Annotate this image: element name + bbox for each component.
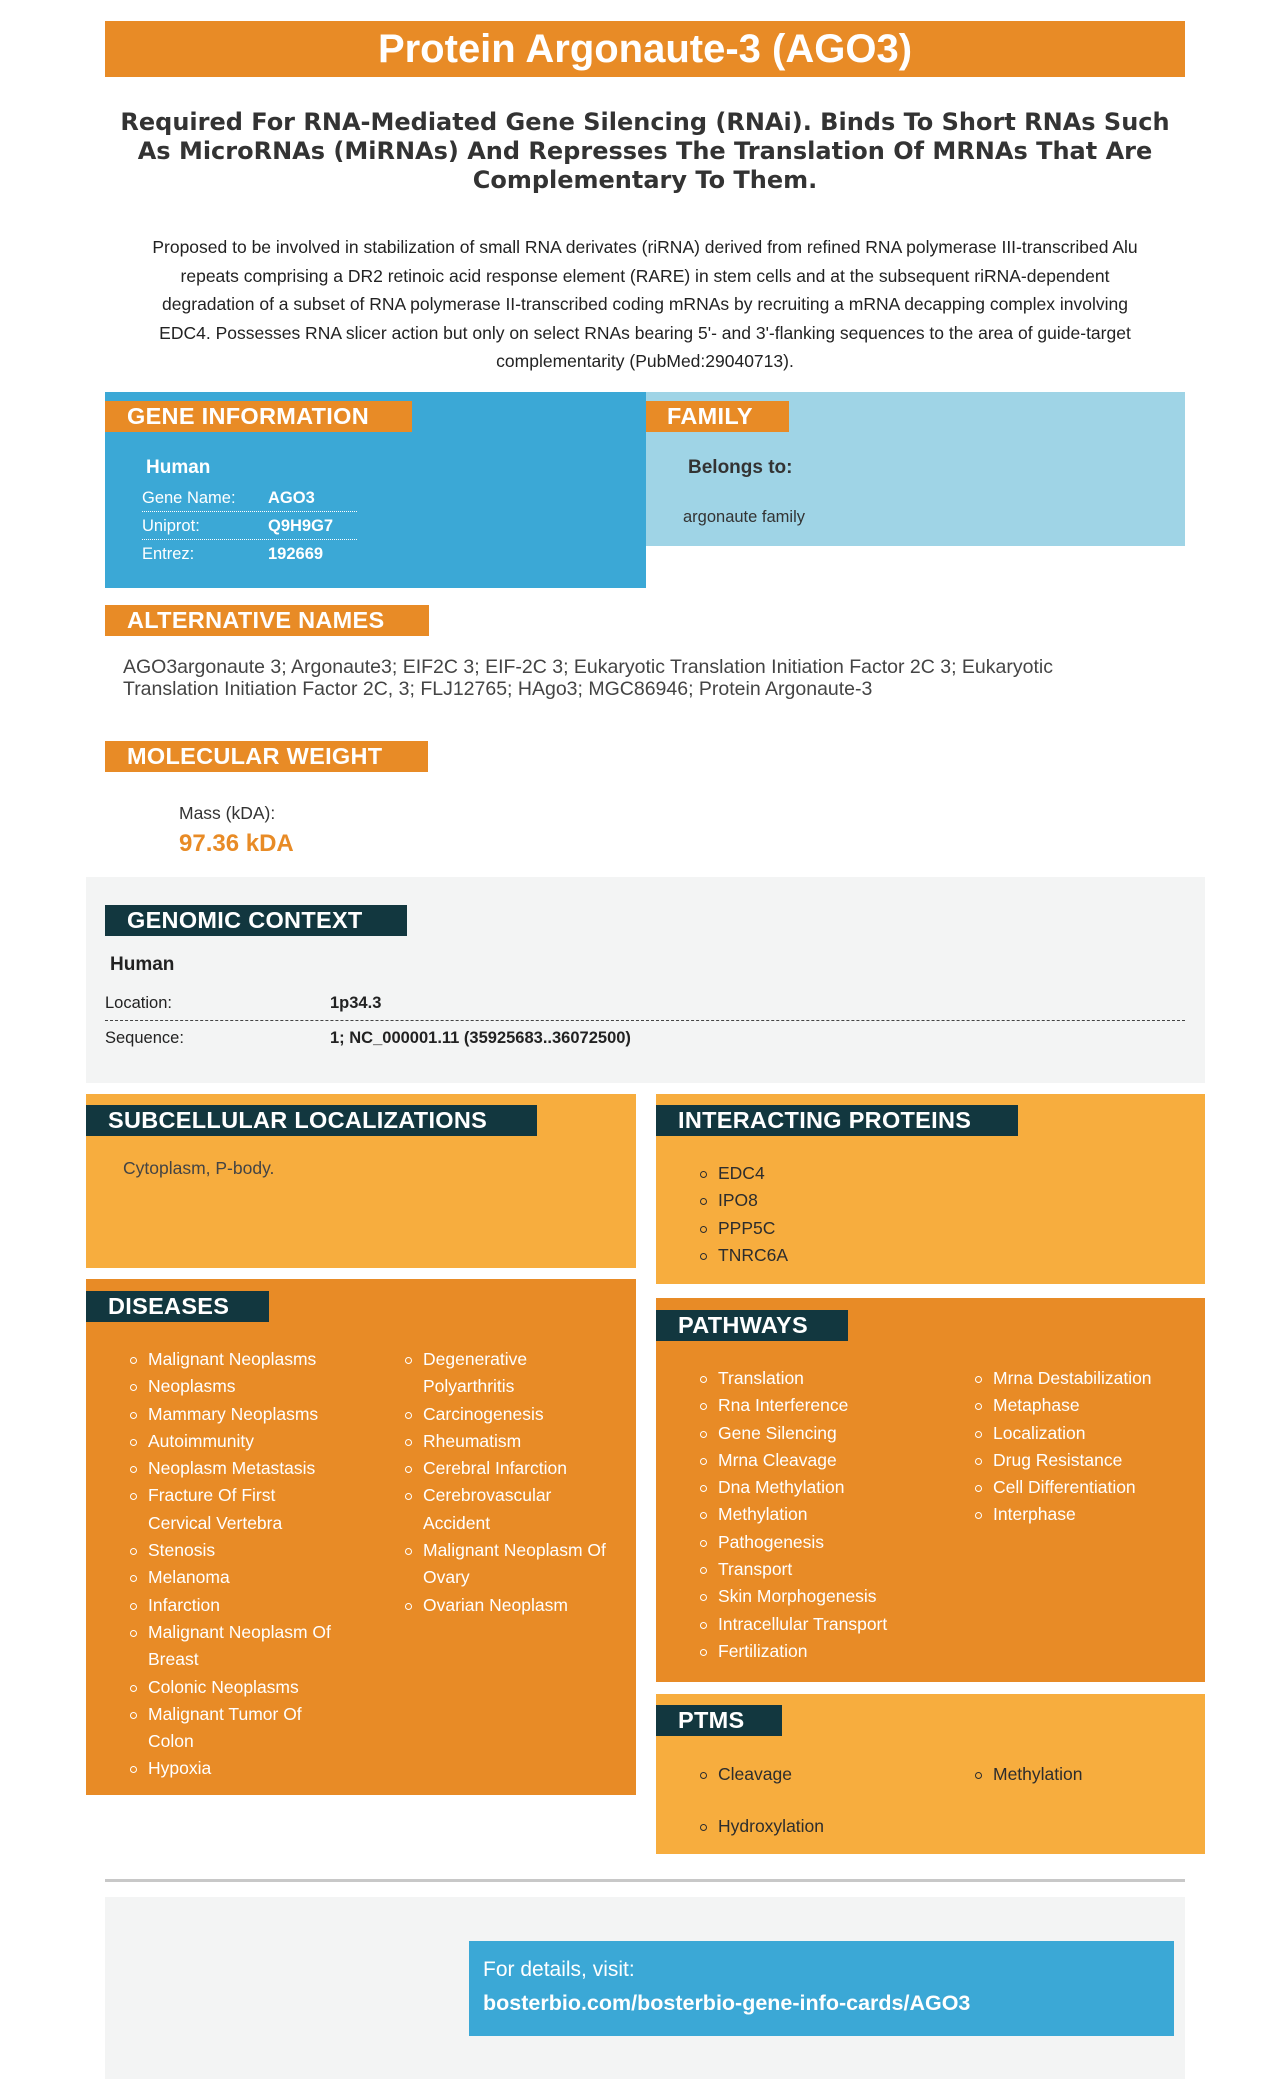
- list-item: Cleavage: [700, 1761, 824, 1788]
- list-item: Ovarian Neoplasm: [405, 1592, 635, 1619]
- list-item: Drug Resistance: [975, 1447, 1200, 1474]
- list-item: Mrna Destabilization: [975, 1365, 1200, 1392]
- family-belongs-label: Belongs to:: [688, 457, 793, 478]
- details-link-box[interactable]: [469, 1941, 1174, 2036]
- diseases-list-col2: [405, 1346, 635, 1619]
- list-item: EDC4: [700, 1160, 788, 1187]
- list-item: Rna Interference: [700, 1392, 960, 1419]
- subcellular-heading: SUBCELLULAR LOCALIZATIONS: [86, 1105, 537, 1136]
- list-item: Transport: [700, 1556, 960, 1583]
- list-item: Dna Methylation: [700, 1474, 960, 1501]
- ptms-list-col2: [975, 1761, 1083, 1788]
- list-item: Metaphase: [975, 1392, 1200, 1419]
- pathways-heading: PATHWAYS: [656, 1310, 848, 1341]
- list-item: Fracture Of First Cervical Vertebra: [130, 1482, 300, 1537]
- location-label: Location:: [105, 994, 172, 1012]
- ptms-heading: PTMS: [656, 1705, 782, 1736]
- list-item: Malignant Neoplasm Of Breast: [130, 1619, 355, 1674]
- gene-name-row: [142, 489, 236, 508]
- gene-species: Human: [146, 457, 211, 478]
- family-value: argonaute family: [683, 508, 805, 526]
- list-item: Rheumatism: [405, 1428, 635, 1455]
- list-item: PPP5C: [700, 1215, 788, 1242]
- list-item: Cell Differentiation: [975, 1474, 1200, 1501]
- alternative-names-text: AGO3argonaute 3; Argonaute3; EIF2C 3; EIF-2C 3; Eukaryotic Translation Initiation Factor 2C 3; Eukaryotic Translation Initiation Factor 2C, 3; FLJ12765; HAgo3; MGC86946; Protein Argonaute-3: [123, 656, 1053, 700]
- list-item: Cerebrovascular Accident: [405, 1482, 575, 1537]
- list-item: Stenosis: [130, 1537, 370, 1564]
- list-item: Neoplasm Metastasis: [130, 1455, 370, 1482]
- list-item: Degenerative Polyarthritis: [405, 1346, 555, 1401]
- list-item: Intracellular Transport: [700, 1611, 960, 1638]
- pathways-list-col1: [700, 1365, 960, 1665]
- genomic-context-heading: GENOMIC CONTEXT: [105, 905, 407, 936]
- list-item: Neoplasms: [130, 1373, 370, 1400]
- mass-label: Mass (kDA):: [179, 803, 276, 823]
- gene-name-label: Gene Name:: [142, 489, 236, 507]
- list-item: Mrna Cleavage: [700, 1447, 960, 1474]
- uniprot-value: Q9H9G7: [268, 517, 334, 535]
- list-item: IPO8: [700, 1187, 788, 1214]
- list-item: Pathogenesis: [700, 1529, 960, 1556]
- molecular-weight-heading: MOLECULAR WEIGHT: [105, 741, 428, 772]
- details-intro: For details, visit:: [483, 1958, 635, 1981]
- list-item: Colonic Neoplasms: [130, 1674, 370, 1701]
- list-item: Localization: [975, 1420, 1200, 1447]
- diseases-heading: DISEASES: [86, 1291, 269, 1322]
- list-item: TNRC6A: [700, 1242, 788, 1269]
- subcellular-text: Cytoplasm, P-body.: [123, 1158, 275, 1178]
- list-item: Hypoxia: [130, 1755, 370, 1782]
- details-url-link[interactable]: bosterbio.com/bosterbio-gene-info-cards/AGO3: [483, 1991, 971, 2015]
- list-item: Hydroxylation: [700, 1813, 824, 1840]
- mass-value: 97.36 kDA: [179, 830, 294, 857]
- list-item: Infarction: [130, 1592, 370, 1619]
- list-item: Methylation: [700, 1501, 960, 1528]
- location-value: 1p34.3: [330, 994, 382, 1012]
- page-title: Protein Argonaute-3 (AGO3): [105, 21, 1185, 77]
- list-item: Skin Morphogenesis: [700, 1583, 960, 1610]
- function-summary: Proposed to be involved in stabilization of small RNA derivates (riRNA) derived from refined RNA polymerase III-transcribed Alu repeats comprising a DR2 retinoic acid response element (RARE) in stem cells and at the subsequent riRNA-dependent degradation of a subset of RNA polymerase II-transcribed coding mRNAs by recruiting a mRNA decapping complex involving EDC4. Possesses RNA slicer action but only on select RNAs bearing 5'- and 3'-flanking sequences to the area of guide-target complementarity (PubMed:29040713).: [152, 237, 1138, 371]
- list-item: Malignant Neoplasms: [130, 1346, 370, 1373]
- genomic-species: Human: [110, 954, 175, 975]
- family-heading: FAMILY: [646, 401, 789, 432]
- entrez-label: Entrez:: [142, 545, 195, 563]
- list-item: Translation: [700, 1365, 960, 1392]
- list-item: Carcinogenesis: [405, 1401, 635, 1428]
- list-item: Mammary Neoplasms: [130, 1401, 370, 1428]
- sequence-label: Sequence:: [105, 1029, 184, 1047]
- list-item: Autoimmunity: [130, 1428, 370, 1455]
- list-item: Interphase: [975, 1501, 1200, 1528]
- function-headline: Required For RNA-Mediated Gene Silencing (RNAi). Binds To Short RNAs Such As MicroRNAs (MiRNAs) And Represses The Translation Of MRNAs That Are Complementary To Them.: [120, 108, 1170, 194]
- list-item: Methylation: [975, 1761, 1083, 1788]
- alternative-names-heading: ALTERNATIVE NAMES: [105, 605, 429, 636]
- gene-name-value: AGO3: [268, 489, 315, 507]
- entrez-value: 192669: [268, 545, 324, 563]
- list-item: Fertilization: [700, 1638, 960, 1665]
- list-item: Gene Silencing: [700, 1420, 960, 1447]
- list-item: Melanoma: [130, 1564, 370, 1591]
- uniprot-label: Uniprot:: [142, 517, 200, 535]
- footer-divider: [105, 1879, 1185, 1882]
- interacting-list: [700, 1160, 788, 1269]
- gene-information-heading: GENE INFORMATION: [105, 401, 412, 432]
- list-item: Cerebral Infarction: [405, 1455, 635, 1482]
- ptms-list-col1: [700, 1761, 824, 1841]
- list-item: Malignant Neoplasm Of Ovary: [405, 1537, 615, 1592]
- pathways-list-col2: [975, 1365, 1200, 1529]
- sequence-value: 1; NC_000001.11 (35925683..36072500): [330, 1029, 631, 1047]
- interacting-heading: INTERACTING PROTEINS: [656, 1105, 1018, 1136]
- diseases-list-col1: [130, 1346, 370, 1783]
- list-item: Malignant Tumor Of Colon: [130, 1701, 330, 1756]
